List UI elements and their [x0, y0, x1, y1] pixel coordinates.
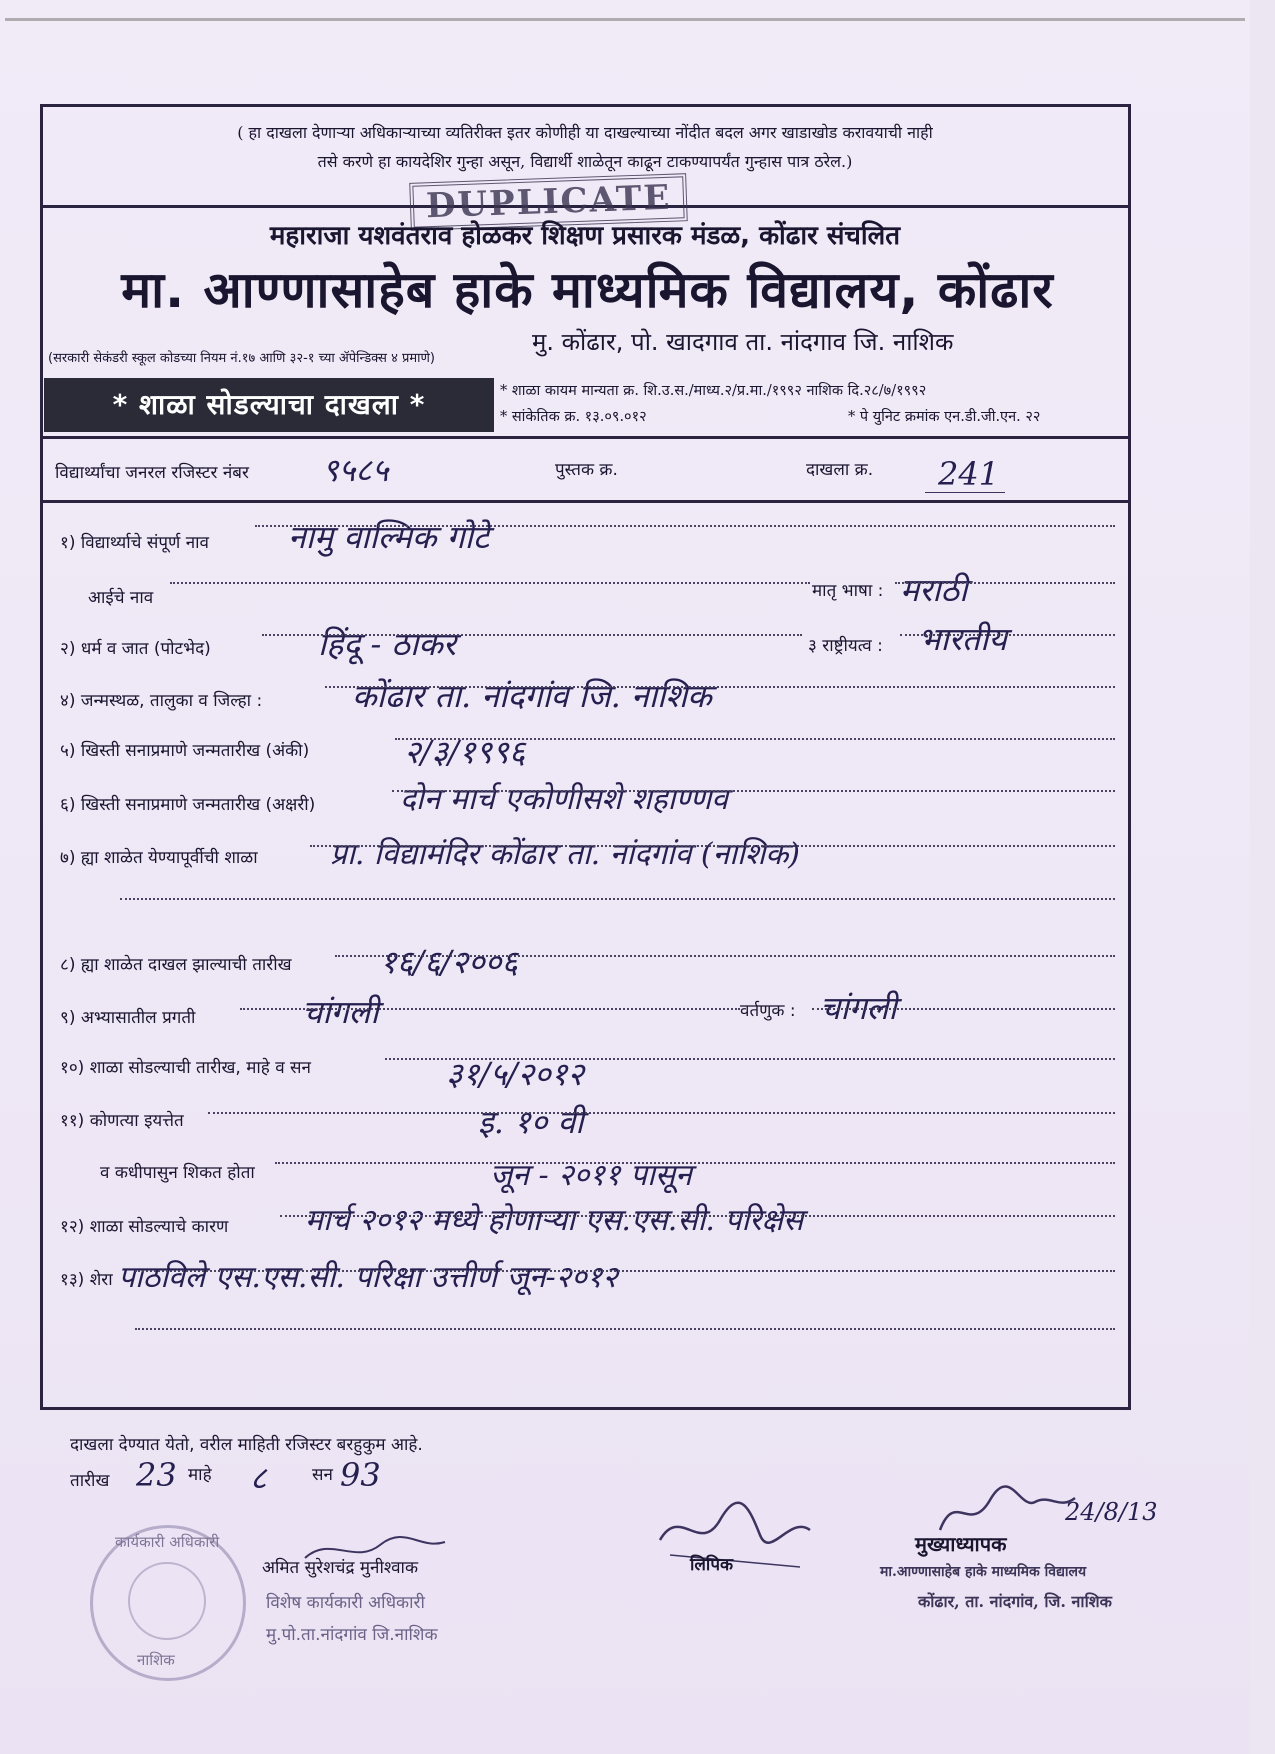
- field-13-label: १३) शेरा: [60, 1270, 113, 1290]
- certificate-number-underline: [925, 492, 1005, 493]
- certify-text: दाखला देण्यात येतो, वरील माहिती रजिस्टर बरहुकुम आहे.: [70, 1435, 423, 1455]
- field-11-label: ११) कोणत्या इयत्तेत: [60, 1111, 184, 1131]
- officer-title: विशेष कार्यकारी अधिकारी: [266, 1593, 425, 1613]
- field-5-dotline: [395, 738, 1115, 740]
- field-11-value: इ. १० वी: [478, 1103, 584, 1141]
- field-2-dotline: [262, 634, 802, 636]
- seal-text-bottom: नाशिक: [137, 1651, 175, 1669]
- officer-name: अमित सुरेशचंद्र मुनीश्वाक: [262, 1558, 419, 1578]
- clerk-label: लिपिक: [690, 1555, 734, 1575]
- field-1-dotline: [255, 525, 1115, 527]
- register-separator: [40, 500, 1128, 503]
- conduct-value: चांगली: [820, 989, 897, 1027]
- field-3-label: ३ राष्ट्रीयत्व :: [808, 636, 883, 656]
- field-6-label: ६) खिस्ती सनाप्रमाणे जन्मतारीख (अक्षरी): [60, 795, 316, 815]
- field-12-label: १२) शाळा सोडल्याचे कारण: [60, 1217, 229, 1237]
- duplicate-stamp: DUPLICATE: [409, 173, 688, 231]
- field-12-dotline: [280, 1215, 1115, 1217]
- pay-unit-number: * पे युनिट क्रमांक एन.डी.जी.एन. २२: [848, 409, 1041, 425]
- field-13-value: पाठविले एस.एस.सी. परिक्षा उत्तीर्ण जून-२०१२: [118, 1260, 619, 1295]
- gr-number-value: ९५८५: [322, 451, 389, 489]
- field-10-dotline: [385, 1058, 1115, 1060]
- conduct-label: वर्तणुक :: [740, 1001, 796, 1021]
- field-2-label: २) धर्म व जात (पोटभेद): [60, 639, 211, 659]
- headmaster-sign-date: 24/8/13: [1065, 1498, 1158, 1526]
- seal-text-top: कार्यकारी अधिकारी: [115, 1533, 220, 1551]
- field-10-label: १०) शाळा सोडल्याची तारीख, माहे व सन: [60, 1058, 311, 1078]
- field-5-value: २/३/१९९६: [404, 733, 526, 771]
- field-9-value: चांगली: [302, 993, 379, 1031]
- certificate-number-label: दाखला क्र.: [806, 460, 874, 480]
- mother-tongue-label: मातृ भाषा :: [812, 581, 884, 601]
- month-label: माहे: [188, 1465, 212, 1485]
- field-1-label: १) विद्यार्थ्याचे संपूर्ण नाव: [60, 533, 210, 553]
- school-address: मु. कोंढार, पो. खादगाव ता. नांदगाव जि. नाशिक: [532, 328, 954, 356]
- gr-number-label: विद्यार्थ्यांचा जनरल रजिस्टर नंबर: [55, 463, 249, 483]
- recognition-number: * शाळा कायम मान्यता क्र. शि.उ.स./माध्य.२/प्र.मा./१९९२ नाशिक दि.२८/७/१९९२: [500, 383, 927, 399]
- field-2-value: हिंदू - ठाकर: [318, 625, 456, 663]
- field-8-value: १६/६/२००६: [380, 943, 519, 981]
- field-5-label: ५) खिस्ती सनाप्रमाणे जन्मतारीख (अंकी): [60, 741, 310, 761]
- headmaster-stamp-line-2: कोंढार, ता. नांदगांव, जि. नाशिक: [918, 1592, 1112, 1611]
- date-day: 23: [136, 1456, 177, 1494]
- field-6-dotline: [392, 790, 1115, 792]
- field-6-value: दोन मार्च एकोणीसशे शहाण्णव: [400, 782, 728, 817]
- mother-tongue-value: मराठी: [900, 571, 968, 609]
- field-7-continuation-dotline: [120, 898, 1115, 900]
- field-1-value: नामु वाल्मिक गोटे: [288, 518, 490, 556]
- field-13-continuation-dotline: [135, 1328, 1115, 1330]
- field-12-value: मार्च २०१२ मध्ये होणाऱ्या एस.एस.सी. परिक्षेस: [305, 1203, 804, 1238]
- index-number: * सांकेतिक क्र. १३.०९.०१२: [500, 409, 647, 425]
- field-7-dotline: [310, 845, 1115, 847]
- field-8-dotline: [335, 955, 1115, 957]
- conduct-dotline: [812, 1008, 1115, 1010]
- field-11-dotline: [208, 1112, 1115, 1114]
- scan-edge-line: [5, 18, 1245, 21]
- date-label: तारीख: [70, 1471, 110, 1491]
- trust-name: महाराजा यशवंतराव होळकर शिक्षण प्रसारक मंडळ, कोंढार संचलित: [269, 221, 901, 251]
- mother-name-dotline: [170, 582, 810, 584]
- date-month: ८: [250, 1459, 267, 1497]
- headmaster-stamp-line-1: मा.आण्णासाहेब हाके माध्यमिक विद्यालय: [880, 1564, 1087, 1580]
- clerk-signature: [650, 1495, 820, 1575]
- book-number-label: पुस्तक क्र.: [555, 460, 618, 480]
- rule-note: (सरकारी सेकंडरी स्कूल कोडच्या नियम नं.१७ आणि ३२-१ च्या ॲपेन्डिक्स ४ प्रमाणे): [48, 351, 435, 366]
- officer-place: मु.पो.ता.नांदगांव जि.नाशिक: [266, 1625, 438, 1645]
- year-label: सन: [312, 1465, 333, 1485]
- certificate-title-banner: * शाळा सोडल्याचा दाखला *: [44, 378, 494, 432]
- field-9-label: ९) अभ्यासातील प्रगती: [60, 1008, 196, 1028]
- field-7-value: प्रा. विद्यामंदिर कोंढार ता. नांदगांव (नाशिक): [330, 837, 800, 872]
- field-10-value: ३१/५/२०१२: [446, 1055, 585, 1093]
- banner-separator: [40, 436, 1128, 439]
- field-7-label: ७) ह्या शाळेत येण्यापूर्वीची शाळा: [60, 848, 258, 868]
- disclaimer-line-2: तसे करणे हा कायदेशिर गुन्हा असून, विद्यार्थी शाळेतून काढून टाकण्यापर्यंत गुन्हास पात्र ठरेल.): [317, 152, 853, 171]
- disclaimer-line-1: ( हा दाखला देणाऱ्या अधिकाऱ्याच्या व्यतिरीक्त इतर कोणीही या दाखल्याच्या नोंदीत बदल अगर खाडाखोड करावयाची नाही: [237, 123, 933, 142]
- field-8-label: ८) ह्या शाळेत दाखल झाल्याची तारीख: [60, 955, 292, 975]
- mother-name-label: आईचे नाव: [88, 588, 154, 608]
- mother-tongue-dotline: [895, 582, 1115, 584]
- field-3-dotline: [900, 634, 1115, 636]
- field-4-label: ४) जन्मस्थळ, तालुका व जिल्हा :: [60, 691, 263, 711]
- school-name: मा. आण्णासाहेब हाके माध्यमिक विद्यालय, कोंढार: [121, 261, 1054, 319]
- date-year: 93: [340, 1456, 381, 1494]
- studying-since-dotline: [275, 1162, 1115, 1164]
- field-4-value: कोंढार ता. नांदगांव जि. नाशिक: [352, 677, 712, 715]
- field-3-value: भारतीय: [918, 620, 1007, 658]
- disclaimer: [80, 118, 1090, 176]
- headmaster-label: मुख्याध्यापक: [915, 1532, 1007, 1556]
- studying-since-label: व कधीपासुन शिकत होता: [100, 1163, 255, 1183]
- seal-emblem-icon: [128, 1562, 206, 1640]
- field-13-dotline: [135, 1270, 1115, 1272]
- studying-since-value: जून - २०११ पासून: [490, 1158, 692, 1193]
- certificate-number-value: 241: [938, 455, 1000, 493]
- field-9-dotline: [240, 1008, 740, 1010]
- field-4-dotline: [325, 686, 1115, 688]
